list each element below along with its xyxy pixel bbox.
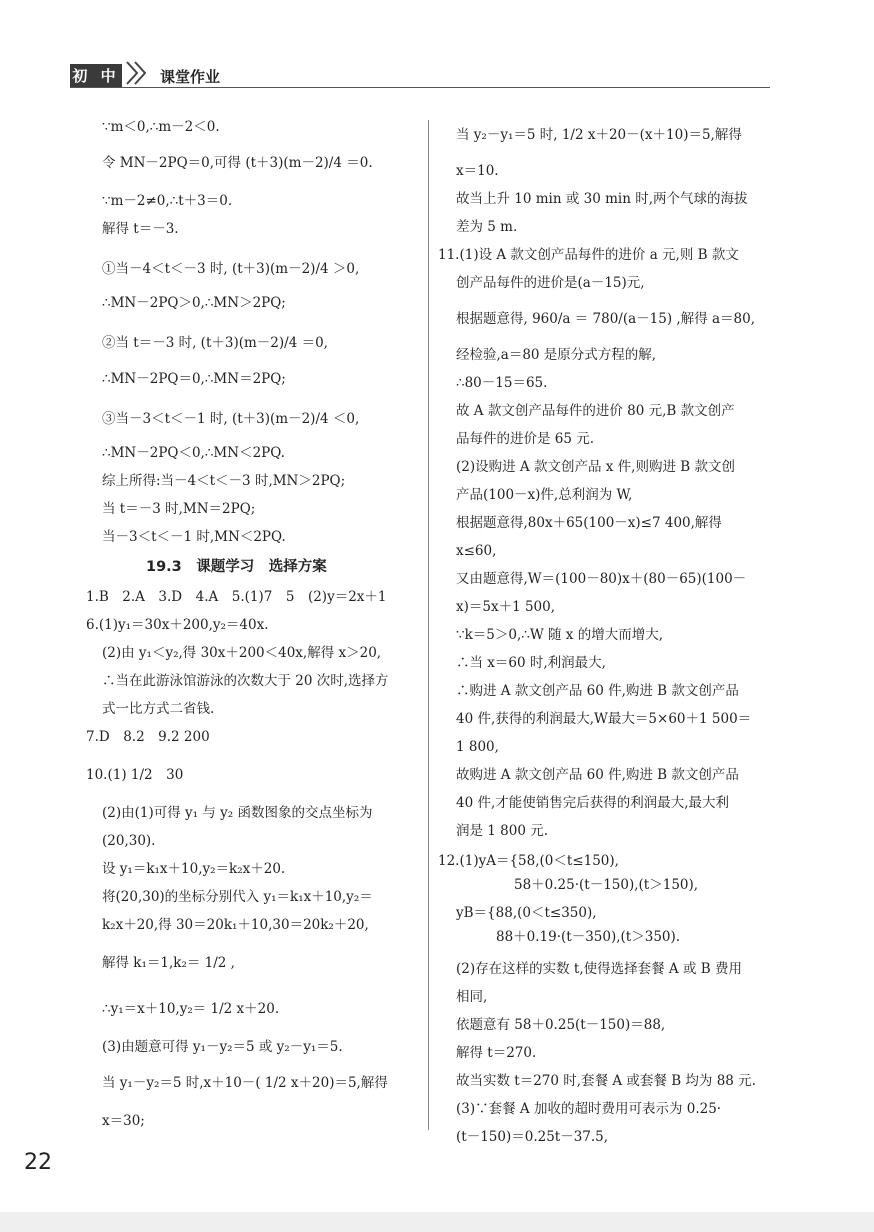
text-line: (3)由题意可得 y₁－y₂＝5 或 y₂－y₁＝5. <box>102 1039 343 1055</box>
text-line: (3)∵套餐 A 加收的超时费用可表示为 0.25· <box>456 1101 722 1117</box>
section-heading: 19.3 课题学习 选择方案 <box>146 559 327 575</box>
text-line: ∵k＝5＞0,∴W 随 x 的增大而增大, <box>456 627 663 643</box>
text-line: 解得 t＝－3. <box>102 221 179 237</box>
text-line: x＝10. <box>456 163 499 179</box>
text-line: 令 MN－2PQ＝0,可得 (t＋3)(m－2)/4 ＝0. <box>102 155 373 171</box>
text-line: ②当 t＝－3 时, (t＋3)(m－2)/4 ＝0, <box>102 335 328 351</box>
text-line: 产品(100－x)件,总利润为 W, <box>456 487 633 503</box>
text-line: 当 y₁－y₂＝5 时,x＋10－( 1/2 x＋20)＝5,解得 <box>102 1075 388 1091</box>
text-line: ∴y₁＝x＋10,y₂＝ 1/2 x＋20. <box>102 1001 280 1017</box>
text-line: (2)由 y₁＜y₂,得 30x＋200＜40x,解得 x＞20, <box>102 645 382 661</box>
text-line: ①当－4＜t＜－3 时, (t＋3)(m－2)/4 ＞0, <box>102 261 360 277</box>
text-line: (t－150)＝0.25t－37.5, <box>456 1129 609 1145</box>
text-line: x≤60, <box>456 543 497 559</box>
text-line: 11.(1)设 A 款文创产品每件的进价 a 元,则 B 款文 <box>438 247 739 263</box>
text-line: 将(20,30)的坐标分别代入 y₁＝k₁x＋10,y₂＝ <box>102 889 373 905</box>
text-line: ∴80－15＝65. <box>456 375 548 391</box>
text-line: 根据题意得,80x＋65(100－x)≤7 400,解得 <box>456 515 722 531</box>
text-line: 58＋0.25·(t－150),(t＞150), <box>514 877 699 893</box>
text-line: 故购进 A 款文创产品 60 件,购进 B 款文创产品 <box>456 767 739 783</box>
text-line: 依题意有 58＋0.25(t－150)＝88, <box>456 1017 666 1033</box>
text-line: (2)存在这样的实数 t,使得选择套餐 A 或 B 费用 <box>456 961 742 977</box>
text-line: (20,30). <box>102 833 156 849</box>
text-line: 6.(1)y₁＝30x＋200,y₂＝40x. <box>86 617 269 633</box>
text-line: 设 y₁＝k₁x＋10,y₂＝k₂x＋20. <box>102 861 286 877</box>
text-line: ∴MN－2PQ＜0,∴MN＜2PQ. <box>102 445 285 461</box>
page-header <box>70 58 770 86</box>
text-line: 品每件的进价是 65 元. <box>456 431 595 447</box>
text-line: 故当实数 t＝270 时,套餐 A 或套餐 B 均为 88 元. <box>456 1073 756 1089</box>
text-line: ∵m－2≠0,∴t＋3＝0. <box>102 193 233 209</box>
text-line: 创产品每件的进价是(a－15)元, <box>456 275 645 291</box>
level-badge: 初 中 <box>70 64 122 88</box>
text-line: 当 y₂－y₁＝5 时, 1/2 x＋20－(x＋10)＝5,解得 <box>456 127 742 143</box>
text-line: 又由题意得,W＝(100－80)x＋(80－65)(100－ <box>456 571 747 587</box>
text-line: 润是 1 800 元. <box>456 823 549 839</box>
text-line: (2)设购进 A 款文创产品 x 件,则购进 B 款文创 <box>456 459 735 475</box>
text-line: 综上所得:当－4＜t＜－3 时,MN＞2PQ; <box>102 473 346 489</box>
text-line: ∴MN－2PQ＝0,∴MN＝2PQ; <box>102 371 286 387</box>
text-line: 根据题意得, 960/a ＝ 780/(a－15) ,解得 a＝80, <box>456 311 755 327</box>
chevron-icon <box>124 58 152 88</box>
text-line: 经检验,a＝80 是原分式方程的解, <box>456 347 657 363</box>
text-line: 当－3＜t＜－1 时,MN＜2PQ. <box>102 529 286 545</box>
text-line: (2)由(1)可得 y₁ 与 y₂ 函数图象的交点坐标为 <box>102 805 373 821</box>
text-line: 40 件,才能使销售完后获得的利润最大,最大利 <box>456 795 730 811</box>
text-line: ③当－3＜t＜－1 时, (t＋3)(m－2)/4 ＜0, <box>102 411 360 427</box>
series-title: 课堂作业 <box>160 68 221 86</box>
text-line: 式一比方式二省钱. <box>102 701 215 717</box>
text-line: 故当上升 10 min 或 30 min 时,两个气球的海拔 <box>456 191 748 207</box>
text-line: 88＋0.19·(t－350),(t＞350). <box>496 929 681 945</box>
text-line: 故 A 款文创产品每件的进价 80 元,B 款文创产 <box>456 403 735 419</box>
text-line: 差为 5 m. <box>456 219 518 235</box>
text-line: yB＝{88,(0＜t≤350), <box>456 905 597 921</box>
column-divider <box>428 120 429 1130</box>
text-line: k₂x＋20,得 30＝20k₁＋10,30＝20k₂＋20, <box>102 917 369 933</box>
text-line: 相同, <box>456 989 488 1005</box>
text-line: 7.D 8.2 9.2 200 <box>86 729 210 745</box>
text-line: 解得 k₁＝1,k₂＝ 1/2 , <box>102 955 235 971</box>
text-line: 10.(1) 1/2 30 <box>86 767 184 783</box>
text-line: 1 800, <box>456 739 499 755</box>
text-line: x＝30; <box>102 1113 145 1129</box>
text-line: 12.(1)yA＝{58,(0＜t≤150), <box>438 853 619 869</box>
bottom-bar <box>0 1212 874 1232</box>
text-line: ∴当在此游泳馆游泳的次数大于 20 次时,选择方 <box>102 673 389 689</box>
text-line: 解得 t＝270. <box>456 1045 537 1061</box>
text-line: 40 件,获得的利润最大,W最大＝5×60＋1 500＝ <box>456 711 752 727</box>
text-line: ∵m＜0,∴m－2＜0. <box>102 119 220 135</box>
text-line: x)＝5x＋1 500, <box>456 599 556 615</box>
text-line: ∴当 x＝60 时,利润最大, <box>456 655 606 671</box>
header-rule <box>70 87 770 88</box>
page-number: 22 <box>24 1150 52 1175</box>
text-line: 当 t＝－3 时,MN＝2PQ; <box>102 501 256 517</box>
text-line: 1.B 2.A 3.D 4.A 5.(1)7 5 (2)y＝2x＋1 <box>86 589 387 605</box>
text-line: ∴购进 A 款文创产品 60 件,购进 B 款文创产品 <box>456 683 739 699</box>
text-line: ∴MN－2PQ＞0,∴MN＞2PQ; <box>102 295 286 311</box>
